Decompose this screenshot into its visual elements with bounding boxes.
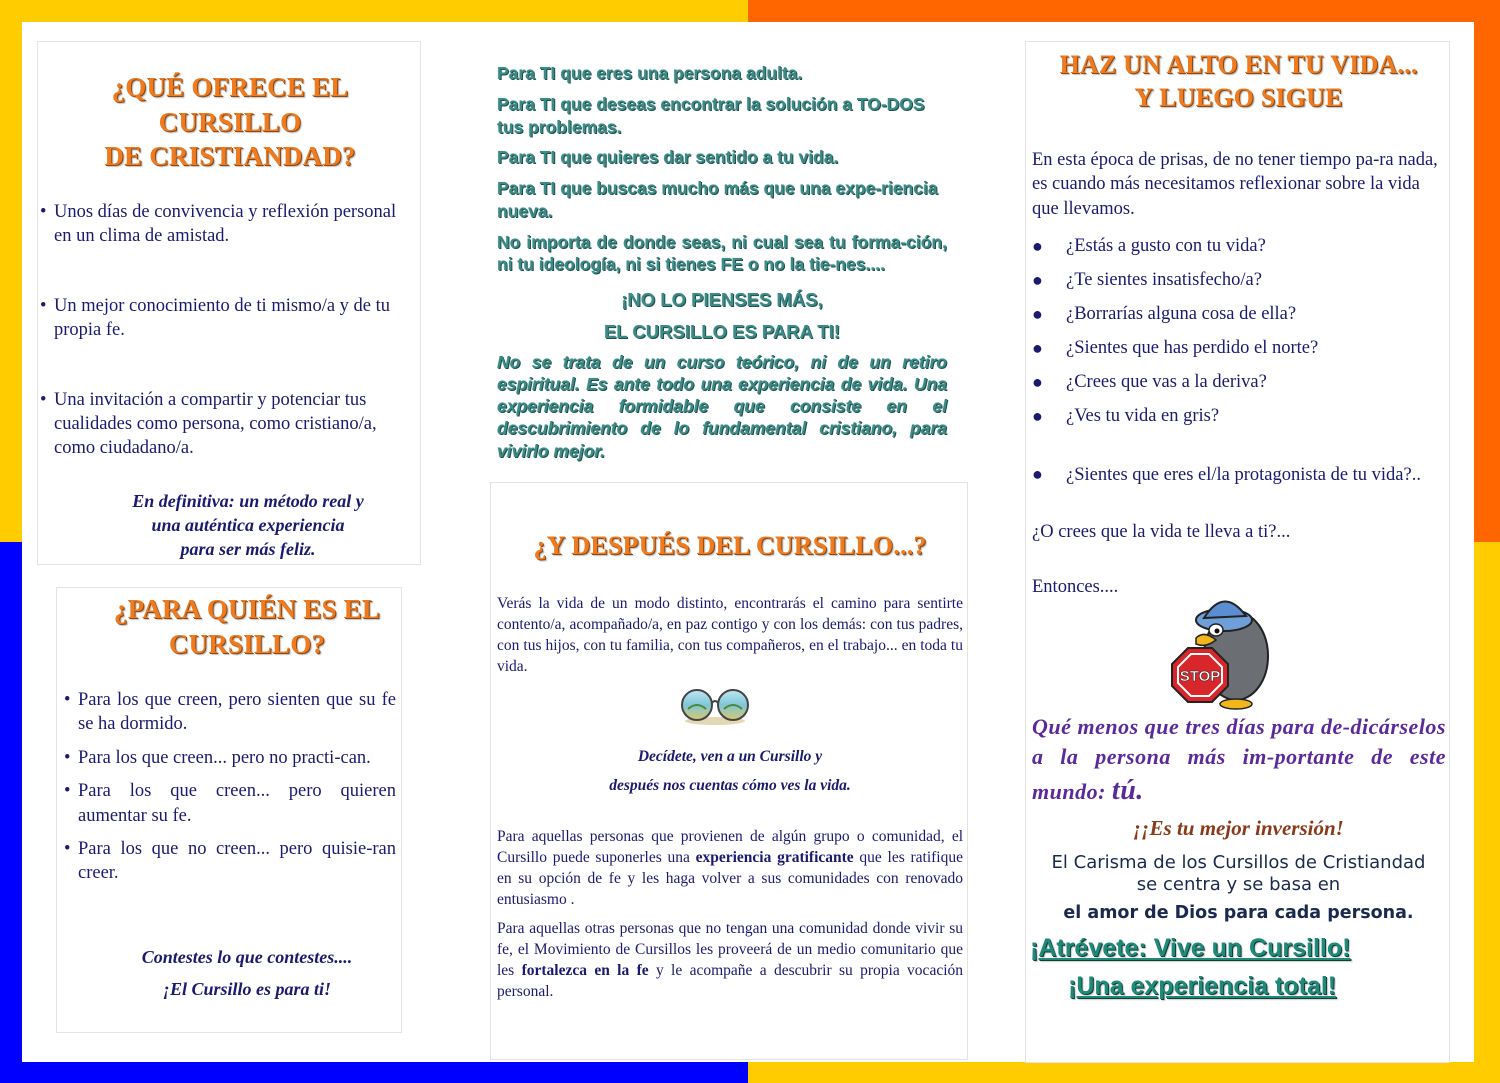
question-text: ¿Estás a gusto con tu vida?	[1066, 236, 1266, 256]
list-item	[1032, 236, 1446, 257]
list-item: • Para los que creen, pero sienten que su fe se ha dormido.	[62, 688, 396, 737]
list-item: • Unos días de convivencia y reflexión personal en un clima de amistad.	[38, 200, 410, 249]
bullet-icon: ●	[1032, 236, 1043, 256]
cta-line: ¡Una experiencia total!	[1068, 971, 1337, 1000]
purple-text: Qué menos que tres días para de-dicárselos a la persona más im-portante de este mundo:	[1032, 714, 1446, 804]
panel-stop	[1025, 41, 1450, 1063]
closing-line: para ser más feliz.	[180, 538, 316, 559]
call-to-action	[1030, 930, 1451, 1005]
bullet-icon: ●	[1032, 372, 1043, 392]
forwho-title	[97, 592, 397, 661]
purple-message	[1032, 712, 1446, 810]
callout-line: EL CURSILLO ES PARA TI!	[603, 321, 841, 343]
then-line: Entonces....	[1032, 577, 1119, 597]
forwho-closing	[97, 942, 397, 1005]
invite-line: Decídete, ven a un Cursillo y	[637, 748, 823, 765]
invite-line: después nos cuentas cómo ves la vida.	[609, 776, 851, 794]
bullet-icon: ●	[1032, 270, 1043, 290]
closing-line: una auténtica experiencia	[151, 514, 345, 535]
after-p2-bold: experiencia gratificante	[695, 849, 854, 867]
bullet-icon: ●	[1032, 406, 1043, 426]
after-p1: Verás la vida de un modo distinto, encontrarás el camino para sentirte contento/a, acompañado/a, en paz contigo y con los demás: con tus padres, con tus hijos, con tu familia, con tus compañeros, en el trabajo... en toda tu vida.	[497, 595, 963, 676]
stop-title	[1026, 48, 1451, 115]
last-question	[1032, 463, 1446, 487]
offer-list	[38, 200, 410, 461]
stop-penguin-image	[1166, 586, 1276, 711]
panel-after	[490, 482, 968, 1060]
glasses-image	[679, 685, 751, 727]
forwho-title-line: CURSILLO?	[168, 628, 326, 659]
love-line: el amor de Dios para cada persona.	[1063, 903, 1414, 923]
penguin-stop-icon	[1166, 586, 1276, 711]
stop-title-line: Y LUEGO SIGUE	[1134, 83, 1343, 113]
list-item	[1032, 372, 1446, 393]
after-p3-text: Para aquellas otras personas que no tengan una comunidad donde vivir su fe, el Movimiento de Cursillos les proveerá de un medio comunitario que les	[497, 920, 963, 980]
offer-title-line: DE CRISTIANDAD?	[104, 141, 356, 172]
offer-title	[38, 70, 422, 174]
list-item: • Para los que no creen... pero quisie-ran creer.	[62, 837, 396, 886]
list-item	[1032, 270, 1446, 291]
purple-tu: tú.	[1111, 774, 1144, 806]
after-p3-bold: fortalezca en la fe	[521, 962, 649, 980]
question-text: ¿Sientes que has perdido el norte?	[1066, 338, 1319, 358]
question-text: ¿Te sientes insatisfecho/a?	[1066, 270, 1262, 290]
closing-line: Contestes lo que contestes....	[141, 947, 353, 967]
question-text: ¿Crees que vas a la deriva?	[1066, 372, 1267, 392]
foryou-callout	[497, 284, 947, 349]
bullet-icon: ●	[1032, 464, 1043, 484]
charism-text	[1026, 852, 1451, 895]
cta-line: ¡Atrévete: Vive un Cursillo!	[1030, 934, 1351, 962]
charism-line: El Carisma de los Cursillos de Cristiandad	[1051, 852, 1426, 873]
callout-line: ¡NO LO PIENSES MÁS,	[621, 289, 823, 310]
stop-sign-text: STOP	[1179, 668, 1221, 685]
panel-offer	[37, 41, 421, 565]
list-item: • Una invitación a compartir y potenciar tus cualidades como persona, como cristiano/a, como ciudadano/a.	[38, 388, 410, 461]
list-item: • Para los que creen... pero no practi-can.	[62, 746, 396, 770]
question-text: ¿Sientes que eres el/la protagonista de tu vida?..	[1066, 465, 1421, 485]
after-title: ¿Y DESPUÉS DEL CURSILLO...?	[533, 531, 927, 560]
investment-line: ¡¡Es tu mejor inversión!	[1133, 816, 1344, 840]
closing-line: En definitiva: un método real y	[132, 491, 364, 511]
foryou-italic: No se trata de un curso teórico, ni de un retiro espiritual. Es ante todo una experiencia de vida. Una experiencia formidable que consiste en el descubrimiento de lo fundamental cristiano, para vivirlo mejor.	[497, 351, 947, 461]
foryou-line: No importa de donde seas, ni cual sea tu forma-ción, ni tu ideología, ni si tienes FE o no la tie-nes....	[497, 231, 947, 275]
bullet-icon: ●	[1032, 304, 1043, 324]
after-p3	[497, 918, 963, 1002]
after-p3-text: y le acompañe a descubrir su propia vocación personal.	[497, 962, 964, 1001]
foryou-line: Para TI que buscas mucho más que una expe-riencia nueva.	[497, 178, 938, 221]
foryou-line: Para TI que deseas encontrar la solución a TO-DOS tus problemas.	[497, 93, 925, 137]
charism-line: se centra y se basa en	[1136, 873, 1341, 895]
offer-title-line: CURSILLO	[158, 106, 302, 137]
after-p2-text: que les ratifique en su opción de fe y les haga volver a sus comunidades con renovado entusiasmo .	[497, 849, 963, 909]
panel-for-you	[497, 62, 947, 462]
after-invite	[491, 743, 969, 800]
list-item	[1032, 304, 1446, 325]
foryou-line: Para TI que eres una persona adulta.	[497, 63, 803, 83]
forwho-list	[62, 688, 396, 886]
list-item: • Para los que creen... pero quieren aumentar su fe.	[62, 779, 396, 828]
question-text: ¿Borrarías alguna cosa de ella?	[1066, 304, 1297, 324]
question-list	[1032, 236, 1446, 440]
offer-title-line: ¿QUÉ OFRECE EL	[111, 72, 349, 102]
bullet-icon: ●	[1032, 338, 1043, 358]
list-item	[1032, 338, 1446, 359]
question-text: ¿Ves tu vida en gris?	[1066, 406, 1220, 426]
list-item: • Un mejor conocimiento de ti mismo/a y de tu propia fe.	[38, 294, 410, 343]
closing-line: ¡El Cursillo es para ti!	[162, 978, 332, 999]
after-p2	[497, 826, 963, 910]
stop-title-line: HAZ UN ALTO EN TU VIDA...	[1059, 50, 1418, 79]
list-item	[1032, 406, 1446, 427]
forwho-title-line: ¿PARA QUIÉN ES EL	[113, 594, 381, 624]
offer-closing	[108, 490, 388, 562]
or-line: ¿O crees que la vida te lleva a ti?...	[1032, 522, 1291, 542]
foryou-line: Para TI que quieres dar sentido a tu vida.	[497, 147, 839, 168]
panel-for-who	[56, 587, 402, 1033]
sunglasses-icon	[679, 685, 751, 727]
stop-intro: En esta época de prisas, de no tener tiempo pa-ra nada, es cuando más necesitamos reflexionar sobre la vida que llevamos.	[1032, 150, 1438, 219]
after-p2-text: Para aquellas personas que provienen de algún grupo o comunidad, el Cursillo puede suponerles una	[497, 828, 963, 867]
